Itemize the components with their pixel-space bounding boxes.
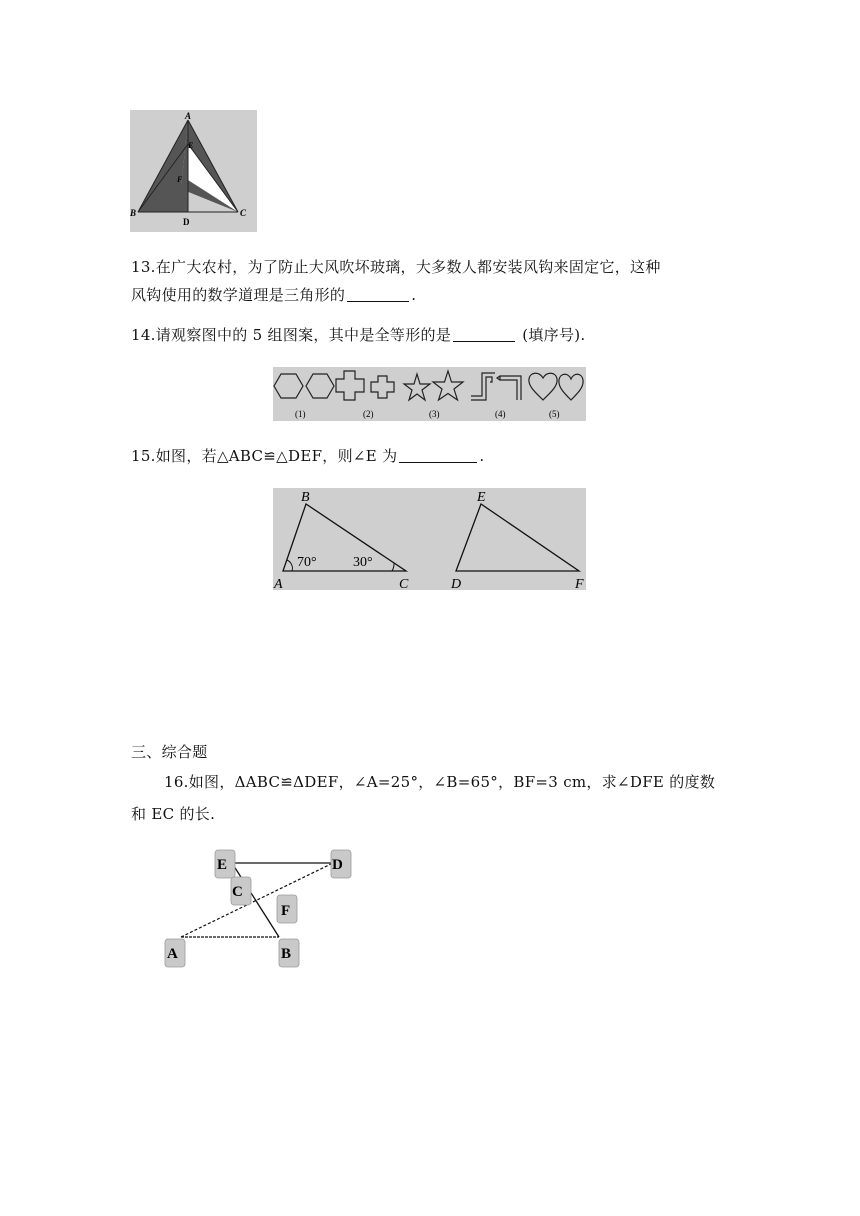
- congruent-triangles-figure: [273, 488, 586, 590]
- label-A: A: [185, 111, 192, 121]
- angle-70-label: 70°: [297, 555, 317, 570]
- star-shape-1: [404, 374, 430, 400]
- question-16-line1: 16.如图，ΔABC≌ΔDEF，∠A=25°，∠B=65°，BF=3 cm，求∠DFE 的度数: [164, 773, 716, 791]
- question-15-text: 15.如图，若△ABC≌△DEF，则∠E 为: [131, 447, 398, 465]
- l-shape-2: [500, 376, 521, 400]
- shape-caption-1: (1): [295, 409, 306, 419]
- shape-caption-5: (5): [549, 409, 560, 419]
- shapes-figure: [273, 367, 586, 421]
- label-F: F: [281, 903, 291, 919]
- question-14-hint: (填序号).: [522, 326, 586, 344]
- question-14: [131, 324, 586, 346]
- label-D: D: [332, 857, 343, 873]
- answer-blank-13[interactable]: [347, 287, 409, 302]
- label-C: C: [240, 208, 247, 218]
- label-A: A: [274, 577, 283, 590]
- star-shape-2: [433, 371, 463, 400]
- heart-shape-2: [559, 374, 583, 400]
- answer-blank-14[interactable]: [453, 327, 515, 342]
- question-13-line1: 13.在广大农村，为了防止大风吹坏玻璃，大多数人都安装风钩来固定它，这种: [131, 258, 661, 276]
- label-B: B: [301, 490, 310, 505]
- label-F: F: [177, 175, 183, 184]
- angle-arc-c: [392, 563, 394, 571]
- label-B: B: [281, 946, 292, 962]
- label-A: A: [167, 946, 178, 962]
- label-F: F: [575, 577, 584, 590]
- cross-shape-1: [336, 371, 364, 400]
- label-C: C: [399, 577, 409, 590]
- question-13-line2: [131, 284, 416, 306]
- question-14-text: 14.请观察图中的 5 组图案，其中是全等形的是: [131, 326, 452, 344]
- question-15-period: .: [479, 447, 485, 465]
- angle-arc-a: [287, 560, 292, 571]
- answer-blank-15[interactable]: [399, 448, 477, 463]
- label-E: E: [217, 857, 228, 873]
- triangle-def: [456, 504, 579, 571]
- question-13-text: 风钩使用的数学道理是三角形的: [131, 286, 346, 304]
- angle-30-label: 30°: [353, 555, 373, 570]
- shape-caption-3: (3): [429, 409, 440, 419]
- label-C: C: [232, 884, 243, 900]
- label-D: D: [451, 577, 462, 590]
- shape-caption-2: (2): [363, 409, 374, 419]
- section-heading: 三、综合题: [131, 743, 208, 761]
- label-E: E: [188, 141, 194, 150]
- hexagon-shape-2: [306, 374, 334, 398]
- hexagon-shape-1: [274, 374, 303, 398]
- label-D: D: [183, 217, 190, 227]
- cross-shape-2: [371, 376, 394, 398]
- label-B: B: [130, 208, 137, 218]
- crossed-triangles-figure: [160, 845, 360, 970]
- label-E: E: [477, 490, 486, 505]
- question-15: [131, 445, 484, 467]
- shape-caption-4: (4): [495, 409, 506, 419]
- triangle-figure: [130, 110, 257, 232]
- question-13-period: .: [411, 286, 417, 304]
- heart-shape-1: [529, 373, 557, 400]
- question-16-line2: 和 EC 的长.: [131, 805, 216, 823]
